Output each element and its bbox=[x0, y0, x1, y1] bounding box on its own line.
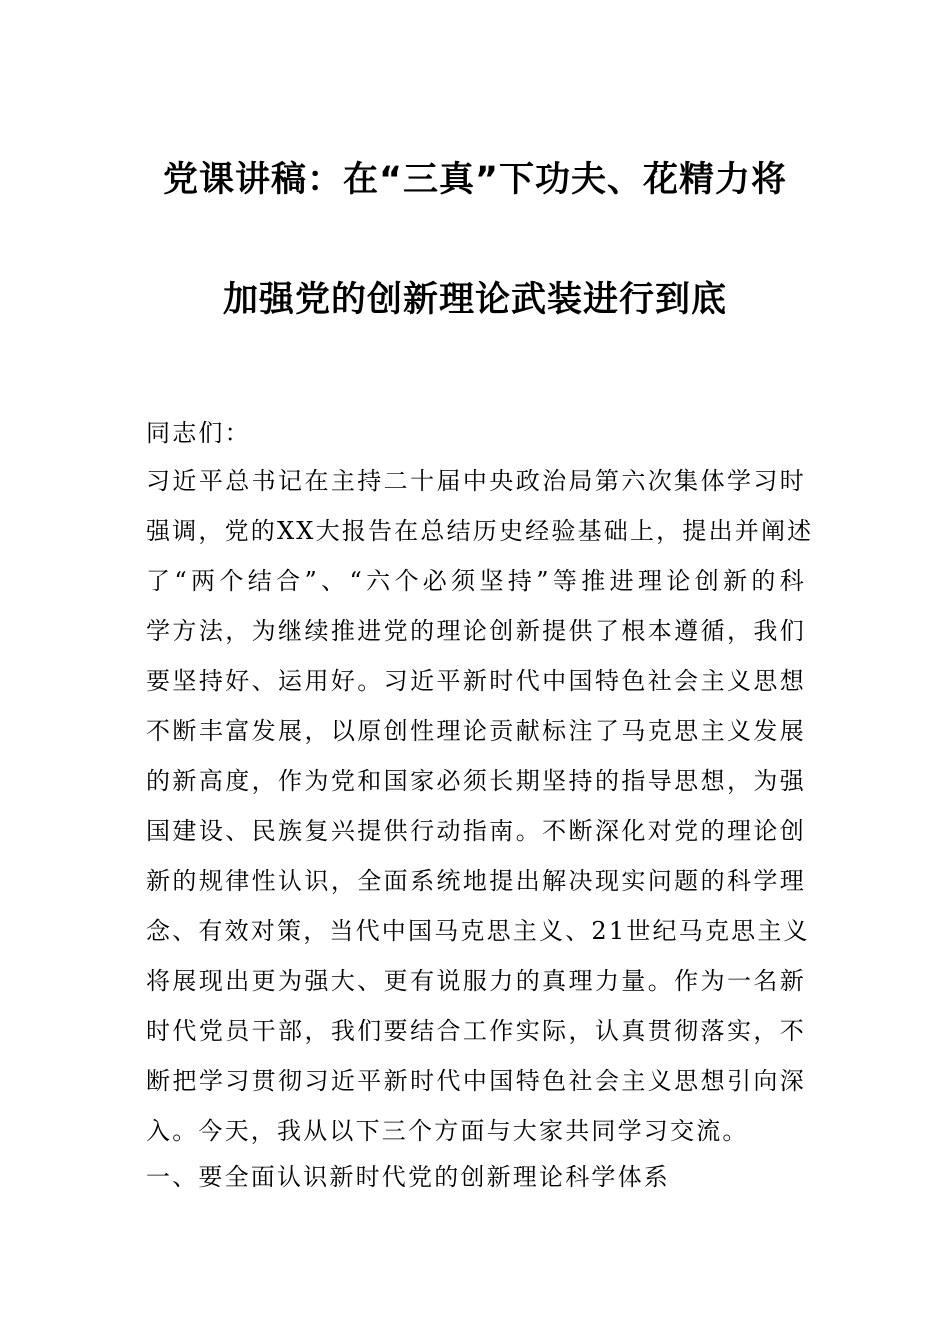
paragraph-line: 要坚持好、运用好。习近平新时代中国特色社会主义思想 bbox=[146, 667, 806, 695]
paragraph-line: 国建设、民族复兴提供行动指南。不断深化对党的理论创 bbox=[146, 817, 806, 845]
section-heading-1: 一、要全面认识新时代党的创新理论科学体系 bbox=[146, 1163, 670, 1191]
paragraph-line: 习近平总书记在主持二十届中央政治局第六次集体学习时 bbox=[146, 467, 806, 495]
paragraph-line: 将展现出更为强大、更有说服力的真理力量。作为一名新 bbox=[146, 967, 806, 995]
paragraph-line: 强调，党的XX大报告在总结历史经验基础上，提出并阐述 bbox=[146, 517, 814, 545]
document-title-line-1: 党课讲稿：在“三真”下功夫、花精力将 bbox=[162, 160, 787, 200]
document-title-line-2: 加强党的创新理论武装进行到底 bbox=[222, 280, 727, 320]
paragraph-line: 学方法，为继续推进党的理论创新提供了根本遵循，我们 bbox=[146, 617, 806, 645]
greeting: 同志们： bbox=[146, 419, 251, 447]
paragraph-line: 的新高度，作为党和国家必须长期坚持的指导思想，为强 bbox=[146, 767, 806, 795]
paragraph-line: 时代党员干部，我们要结合工作实际，认真贯彻落实，不 bbox=[146, 1017, 806, 1045]
paragraph-line: 断把学习贯彻习近平新时代中国特色社会主义思想引向深 bbox=[146, 1067, 806, 1095]
paragraph-line: 了“两个结合”、“六个必须坚持”等推进理论创新的科 bbox=[146, 567, 806, 595]
paragraph-line: 念、有效对策，当代中国马克思主义、21世纪马克思主义 bbox=[146, 917, 810, 945]
body-paragraph bbox=[146, 456, 814, 1156]
paragraph-line: 不断丰富发展，以原创性理论贡献标注了马克思主义发展 bbox=[146, 717, 806, 745]
paragraph-line-last: 入。今天，我从以下三个方面与大家共同学习交流。 bbox=[146, 1117, 749, 1145]
paragraph-line: 新的规律性认识，全面系统地提出解决现实问题的科学理 bbox=[146, 867, 806, 895]
